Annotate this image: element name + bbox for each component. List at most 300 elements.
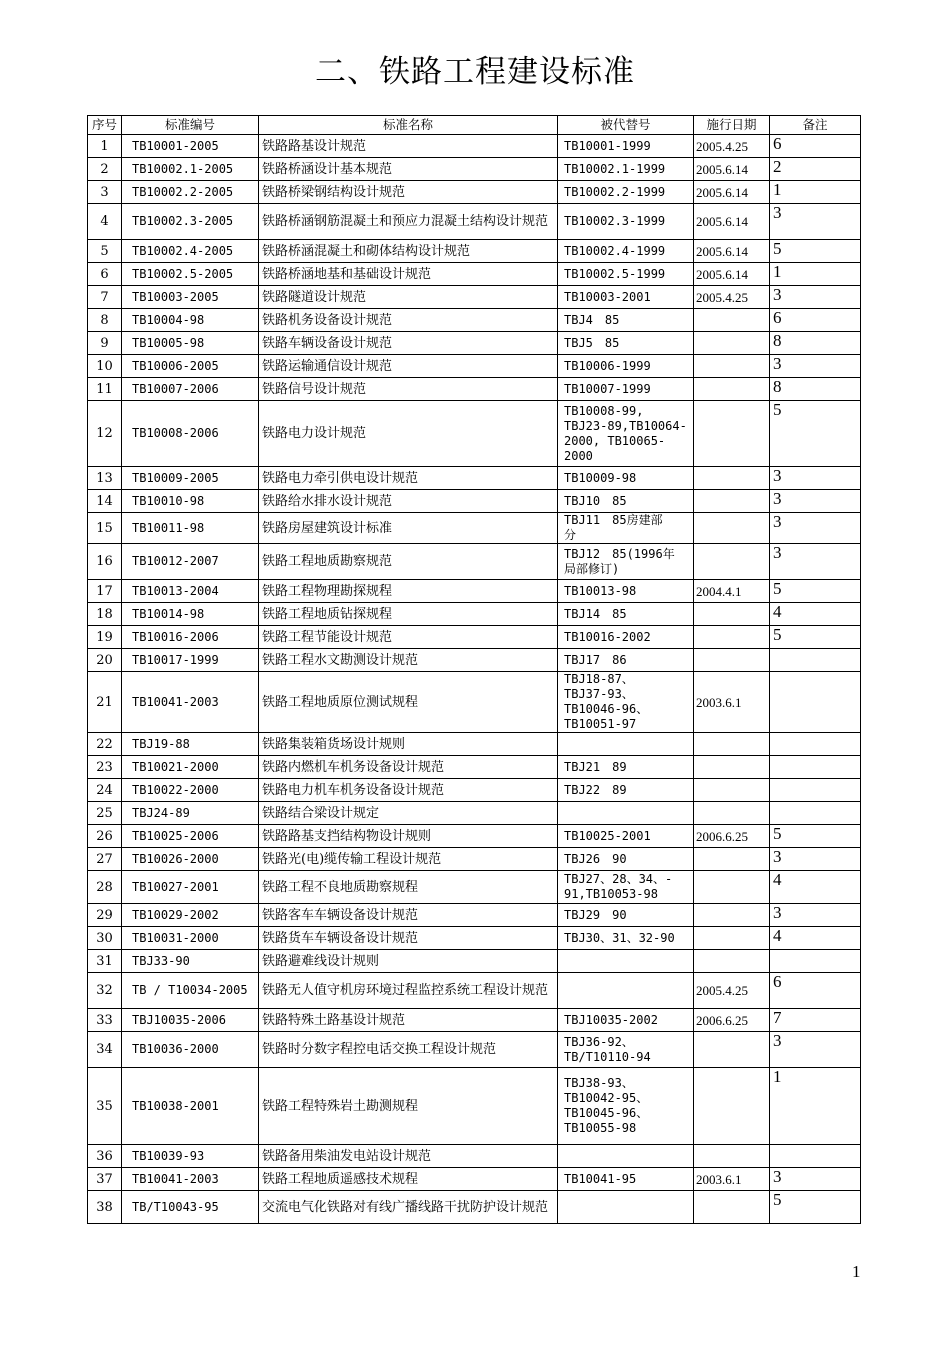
replaced-standard	[558, 904, 694, 927]
table-row	[88, 802, 861, 825]
remark: 3	[770, 286, 861, 309]
replaced-standard	[558, 309, 694, 332]
effective-date: 2005.4.25	[694, 973, 770, 1009]
row-number: 10	[88, 355, 122, 378]
page-number: 1	[852, 1262, 861, 1281]
standard-name: 铁路光(电)缆传输工程设计规范	[259, 848, 558, 871]
header-note: 备注	[770, 116, 861, 135]
standard-code: TB10004-98	[122, 309, 259, 332]
standard-name: 铁路客车车辆设备设计规范	[259, 904, 558, 927]
effective-date: 2005.6.14	[694, 263, 770, 286]
table-row	[88, 733, 861, 756]
effective-date	[694, 950, 770, 973]
standard-code: TB10041-2003	[122, 1168, 259, 1191]
row-number: 21	[88, 672, 122, 733]
replaced-standard	[558, 802, 694, 825]
replaced-line: TBJ30、31、32-90	[564, 930, 675, 945]
table-row	[88, 973, 861, 1009]
standard-name: 铁路工程不良地质勘察规程	[259, 871, 558, 904]
remark: 5	[770, 580, 861, 603]
standard-name: 铁路工程地质遥感技术规程	[259, 1168, 558, 1191]
replaced-line: TB10008-99,	[564, 403, 644, 418]
effective-date	[694, 309, 770, 332]
table-row	[88, 240, 861, 263]
row-number: 28	[88, 871, 122, 904]
standard-name: 铁路结合梁设计规定	[259, 802, 558, 825]
row-number: 12	[88, 401, 122, 467]
replaced-line: 91,TB10053-98	[564, 887, 658, 901]
remark	[770, 756, 861, 779]
table-row	[88, 158, 861, 181]
standard-name: 铁路电力机车机务设备设计规范	[259, 779, 558, 802]
table-row	[88, 378, 861, 401]
row-number: 1	[88, 135, 122, 158]
replaced-standard	[558, 467, 694, 490]
standard-name: 铁路路基设计规范	[259, 135, 558, 158]
replaced-line: 2000, TB10065-	[564, 433, 666, 448]
standard-name: 铁路工程特殊岩土勘测规程	[259, 1068, 558, 1145]
row-number: 31	[88, 950, 122, 973]
row-number: 33	[88, 1009, 122, 1032]
effective-date: 2005.4.25	[694, 286, 770, 309]
replaced-line: TB10003-2001	[564, 289, 651, 304]
effective-date: 2003.6.1	[694, 1168, 770, 1191]
remark: 3	[770, 544, 861, 580]
table-row	[88, 825, 861, 848]
remark: 3	[770, 204, 861, 240]
row-number: 7	[88, 286, 122, 309]
replaced-line: TB10051-97	[564, 717, 637, 731]
effective-date	[694, 490, 770, 513]
standard-name: 铁路无人值守机房环境过程监控系统工程设计规范	[259, 973, 558, 1009]
replaced-line: 分	[564, 528, 577, 542]
remark: 4	[770, 927, 861, 950]
effective-date	[694, 544, 770, 580]
row-number: 27	[88, 848, 122, 871]
remark	[770, 779, 861, 802]
standard-name: 铁路机务设备设计规范	[259, 309, 558, 332]
effective-date	[694, 401, 770, 467]
replaced-standard	[558, 871, 694, 904]
remark	[770, 649, 861, 672]
row-number: 5	[88, 240, 122, 263]
table-row	[88, 1032, 861, 1068]
standard-code: TB10039-93	[122, 1145, 259, 1168]
remark	[770, 950, 861, 973]
row-number: 29	[88, 904, 122, 927]
standard-code: TB10007-2006	[122, 378, 259, 401]
remark	[770, 802, 861, 825]
replaced-standard	[558, 1145, 694, 1168]
standard-code: TB10029-2002	[122, 904, 259, 927]
table-row	[88, 1009, 861, 1032]
replaced-line: TBJ18-87、	[564, 672, 634, 686]
standard-name: 铁路集装箱货场设计规则	[259, 733, 558, 756]
effective-date: 2005.6.14	[694, 158, 770, 181]
standard-code: TB10002.3-2005	[122, 204, 259, 240]
replaced-line: TB10013-98	[564, 583, 637, 598]
replaced-line: TBJ10035-2002	[564, 1012, 658, 1027]
table-row	[88, 181, 861, 204]
remark: 3	[770, 1032, 861, 1068]
remark: 5	[770, 401, 861, 467]
replaced-line: TB10009-98	[564, 470, 637, 485]
effective-date	[694, 733, 770, 756]
row-number: 4	[88, 204, 122, 240]
replaced-line: 局部修订)	[564, 561, 620, 576]
replaced-line: 2000	[564, 448, 593, 463]
replaced-line: TB10041-95	[564, 1171, 637, 1186]
remark: 5	[770, 626, 861, 649]
effective-date	[694, 1032, 770, 1068]
standard-code: TB10008-2006	[122, 401, 259, 467]
replaced-line: TBJ22 89	[564, 782, 627, 797]
remark: 7	[770, 1009, 861, 1032]
replaced-standard	[558, 332, 694, 355]
remark: 6	[770, 973, 861, 1009]
replaced-line: TB10001-1999	[564, 138, 651, 153]
standard-name: 铁路内燃机车机务设备设计规范	[259, 756, 558, 779]
table-row	[88, 672, 861, 733]
replaced-line: TB/T10110-94	[564, 1049, 651, 1064]
replaced-standard	[558, 672, 694, 733]
row-number: 25	[88, 802, 122, 825]
row-number: 16	[88, 544, 122, 580]
replaced-line: TBJ29 90	[564, 907, 627, 922]
table-row	[88, 927, 861, 950]
replaced-line: TBJ11 85房建部	[564, 513, 663, 527]
replaced-standard	[558, 263, 694, 286]
standard-code: TB10010-98	[122, 490, 259, 513]
replaced-line: TB10002.1-1999	[564, 161, 666, 176]
standard-code: TB10013-2004	[122, 580, 259, 603]
standard-name: 铁路桥涵地基和基础设计规范	[259, 263, 558, 286]
remark: 8	[770, 332, 861, 355]
replaced-standard	[558, 626, 694, 649]
remark: 3	[770, 1168, 861, 1191]
replaced-line: TB10002.2-1999	[564, 184, 666, 199]
effective-date: 2004.4.1	[694, 580, 770, 603]
replaced-standard	[558, 756, 694, 779]
effective-date	[694, 649, 770, 672]
table-row	[88, 1068, 861, 1145]
row-number: 24	[88, 779, 122, 802]
replaced-standard	[558, 1032, 694, 1068]
table-body	[88, 135, 861, 1224]
remark: 2	[770, 158, 861, 181]
remark: 1	[770, 263, 861, 286]
remark	[770, 733, 861, 756]
replaced-line: TBJ26 90	[564, 851, 627, 866]
effective-date	[694, 603, 770, 626]
standard-code: TB10031-2000	[122, 927, 259, 950]
replaced-standard	[558, 825, 694, 848]
standard-name: 铁路电力牵引供电设计规范	[259, 467, 558, 490]
replaced-standard	[558, 1191, 694, 1224]
row-number: 11	[88, 378, 122, 401]
table-row	[88, 848, 861, 871]
replaced-standard	[558, 401, 694, 467]
row-number: 23	[88, 756, 122, 779]
table-row	[88, 779, 861, 802]
replaced-standard	[558, 950, 694, 973]
table-row	[88, 603, 861, 626]
standard-name: 铁路避难线设计规则	[259, 950, 558, 973]
row-number: 14	[88, 490, 122, 513]
effective-date: 2005.6.14	[694, 240, 770, 263]
replaced-standard	[558, 135, 694, 158]
row-number: 8	[88, 309, 122, 332]
effective-date	[694, 802, 770, 825]
replaced-standard	[558, 779, 694, 802]
remark	[770, 1145, 861, 1168]
replaced-line: TBJ36-92、	[564, 1034, 634, 1049]
table-row	[88, 286, 861, 309]
row-number: 30	[88, 927, 122, 950]
standard-code: TB10017-1999	[122, 649, 259, 672]
standards-table	[87, 115, 861, 1224]
effective-date: 2005.4.25	[694, 135, 770, 158]
replaced-line: TB10007-1999	[564, 381, 651, 396]
remark: 4	[770, 603, 861, 626]
table-row	[88, 871, 861, 904]
effective-date: 2003.6.1	[694, 672, 770, 733]
remark: 4	[770, 871, 861, 904]
effective-date: 2006.6.25	[694, 1009, 770, 1032]
effective-date	[694, 1145, 770, 1168]
standard-name: 铁路工程地质勘察规范	[259, 544, 558, 580]
standard-name: 铁路信号设计规范	[259, 378, 558, 401]
remark: 5	[770, 825, 861, 848]
effective-date	[694, 626, 770, 649]
replaced-standard	[558, 1068, 694, 1145]
standard-name: 交流电气化铁路对有线广播线路干扰防护设计规范	[259, 1191, 558, 1224]
replaced-standard	[558, 927, 694, 950]
table-row	[88, 332, 861, 355]
row-number: 38	[88, 1191, 122, 1224]
standard-name: 铁路货车车辆设备设计规范	[259, 927, 558, 950]
remark: 5	[770, 240, 861, 263]
header-replaced: 被代替号	[558, 116, 694, 135]
header-name: 标准名称	[259, 116, 558, 135]
effective-date	[694, 332, 770, 355]
standard-code: TB10002.5-2005	[122, 263, 259, 286]
table-row	[88, 263, 861, 286]
replaced-standard	[558, 848, 694, 871]
replaced-standard	[558, 649, 694, 672]
standard-name: 铁路路基支挡结构物设计规则	[259, 825, 558, 848]
replaced-line: TB10042-95、	[564, 1091, 649, 1105]
row-number: 9	[88, 332, 122, 355]
effective-date: 2005.6.14	[694, 181, 770, 204]
replaced-line: TB10002.4-1999	[564, 243, 666, 258]
standard-code: TBJ10035-2006	[122, 1009, 259, 1032]
standard-name: 铁路车辆设备设计规范	[259, 332, 558, 355]
remark: 3	[770, 490, 861, 513]
row-number: 15	[88, 513, 122, 544]
replaced-standard	[558, 240, 694, 263]
row-number: 36	[88, 1145, 122, 1168]
standard-code: TB10014-98	[122, 603, 259, 626]
table-row	[88, 1145, 861, 1168]
replaced-line: TBJ37-93、	[564, 687, 634, 701]
replaced-line: TB10016-2002	[564, 629, 651, 644]
table-row	[88, 756, 861, 779]
table-header-row	[88, 116, 861, 135]
table-row	[88, 1191, 861, 1224]
replaced-standard	[558, 513, 694, 544]
table-row	[88, 204, 861, 240]
standard-name: 铁路隧道设计规范	[259, 286, 558, 309]
table-row	[88, 1168, 861, 1191]
standard-code: TB10005-98	[122, 332, 259, 355]
replaced-line: TB10045-96、	[564, 1106, 649, 1120]
effective-date	[694, 871, 770, 904]
row-number: 37	[88, 1168, 122, 1191]
replaced-line: TBJ12 85(1996年	[564, 546, 675, 561]
standard-code: TB10027-2001	[122, 871, 259, 904]
table-row	[88, 490, 861, 513]
standard-name: 铁路桥梁钢结构设计规范	[259, 181, 558, 204]
standard-code: TB10002.2-2005	[122, 181, 259, 204]
table-row	[88, 580, 861, 603]
replaced-standard	[558, 1168, 694, 1191]
table-row	[88, 309, 861, 332]
effective-date	[694, 756, 770, 779]
replaced-line: TB10002.5-1999	[564, 266, 666, 281]
effective-date	[694, 467, 770, 490]
replaced-standard	[558, 181, 694, 204]
standard-name: 铁路工程水文勘测设计规范	[259, 649, 558, 672]
table-row	[88, 135, 861, 158]
standard-code: TB10021-2000	[122, 756, 259, 779]
replaced-line: TBJ5 85	[564, 335, 620, 350]
remark: 6	[770, 309, 861, 332]
replaced-line: TB10025-2001	[564, 828, 651, 843]
table-row	[88, 649, 861, 672]
table-row	[88, 401, 861, 467]
standard-code: TB10003-2005	[122, 286, 259, 309]
effective-date	[694, 927, 770, 950]
remark: 3	[770, 904, 861, 927]
header-date: 施行日期	[694, 116, 770, 135]
replaced-line: TB10002.3-1999	[564, 214, 666, 228]
standard-name: 铁路房屋建筑设计标准	[259, 513, 558, 544]
effective-date	[694, 848, 770, 871]
standard-code: TB / T10034-2005	[122, 973, 259, 1009]
replaced-line: TB10006-1999	[564, 358, 651, 373]
replaced-line: TB10055-98	[564, 1121, 637, 1135]
row-number: 2	[88, 158, 122, 181]
row-number: 17	[88, 580, 122, 603]
effective-date	[694, 378, 770, 401]
standard-name: 铁路桥涵混凝土和砌体结构设计规范	[259, 240, 558, 263]
row-number: 22	[88, 733, 122, 756]
standard-code: TB10038-2001	[122, 1068, 259, 1145]
standard-name: 铁路备用柴油发电站设计规范	[259, 1145, 558, 1168]
remark: 8	[770, 378, 861, 401]
table-row	[88, 467, 861, 490]
replaced-standard	[558, 204, 694, 240]
standard-code: TB/T10043-95	[122, 1191, 259, 1224]
standard-code: TB10026-2000	[122, 848, 259, 871]
row-number: 13	[88, 467, 122, 490]
standard-code: TB10002.4-2005	[122, 240, 259, 263]
table-row	[88, 513, 861, 544]
remark: 3	[770, 355, 861, 378]
replaced-line: TBJ4 85	[564, 312, 620, 327]
standard-code: TB10016-2006	[122, 626, 259, 649]
replaced-standard	[558, 733, 694, 756]
replaced-line: TBJ10 85	[564, 493, 627, 508]
standard-code: TB10009-2005	[122, 467, 259, 490]
remark: 1	[770, 181, 861, 204]
standard-code: TB10025-2006	[122, 825, 259, 848]
replaced-line: TBJ21 89	[564, 759, 627, 774]
effective-date	[694, 904, 770, 927]
remark	[770, 672, 861, 733]
replaced-standard	[558, 378, 694, 401]
replaced-standard	[558, 286, 694, 309]
row-number: 18	[88, 603, 122, 626]
standard-code: TBJ33-90	[122, 950, 259, 973]
standard-name: 铁路工程地质原位测试规程	[259, 672, 558, 733]
standard-name: 铁路工程物理勘探规程	[259, 580, 558, 603]
effective-date: 2005.6.14	[694, 204, 770, 240]
row-number: 20	[88, 649, 122, 672]
row-number: 34	[88, 1032, 122, 1068]
remark: 5	[770, 1191, 861, 1224]
standard-code: TB10001-2005	[122, 135, 259, 158]
replaced-line: TBJ38-93、	[564, 1076, 634, 1090]
row-number: 6	[88, 263, 122, 286]
table-row	[88, 626, 861, 649]
replaced-line: TBJ17 86	[564, 652, 627, 667]
row-number: 35	[88, 1068, 122, 1145]
row-number: 19	[88, 626, 122, 649]
standard-name: 铁路运输通信设计规范	[259, 355, 558, 378]
table-row	[88, 355, 861, 378]
replaced-standard	[558, 490, 694, 513]
row-number: 32	[88, 973, 122, 1009]
effective-date	[694, 1068, 770, 1145]
table-row	[88, 950, 861, 973]
row-number: 3	[88, 181, 122, 204]
replaced-standard	[558, 544, 694, 580]
remark: 3	[770, 848, 861, 871]
standard-code: TB10041-2003	[122, 672, 259, 733]
table-row	[88, 544, 861, 580]
standard-name: 铁路桥涵钢筋混凝土和预应力混凝土结构设计规范	[259, 204, 558, 240]
standard-name: 铁路桥涵设计基本规范	[259, 158, 558, 181]
standard-name: 铁路工程地质钻探规程	[259, 603, 558, 626]
row-number: 26	[88, 825, 122, 848]
replaced-standard	[558, 603, 694, 626]
standard-name: 铁路电力设计规范	[259, 401, 558, 467]
replaced-line: TB10046-96、	[564, 702, 649, 716]
standard-code: TB10036-2000	[122, 1032, 259, 1068]
standard-code: TB10022-2000	[122, 779, 259, 802]
replaced-line: TBJ14 85	[564, 606, 627, 621]
remark: 3	[770, 467, 861, 490]
standard-name: 铁路给水排水设计规范	[259, 490, 558, 513]
effective-date	[694, 1191, 770, 1224]
standard-code: TB10012-2007	[122, 544, 259, 580]
header-no: 序号	[88, 116, 122, 135]
table-row	[88, 904, 861, 927]
remark: 6	[770, 135, 861, 158]
replaced-line: TBJ23-89,TB10064-	[564, 418, 687, 433]
